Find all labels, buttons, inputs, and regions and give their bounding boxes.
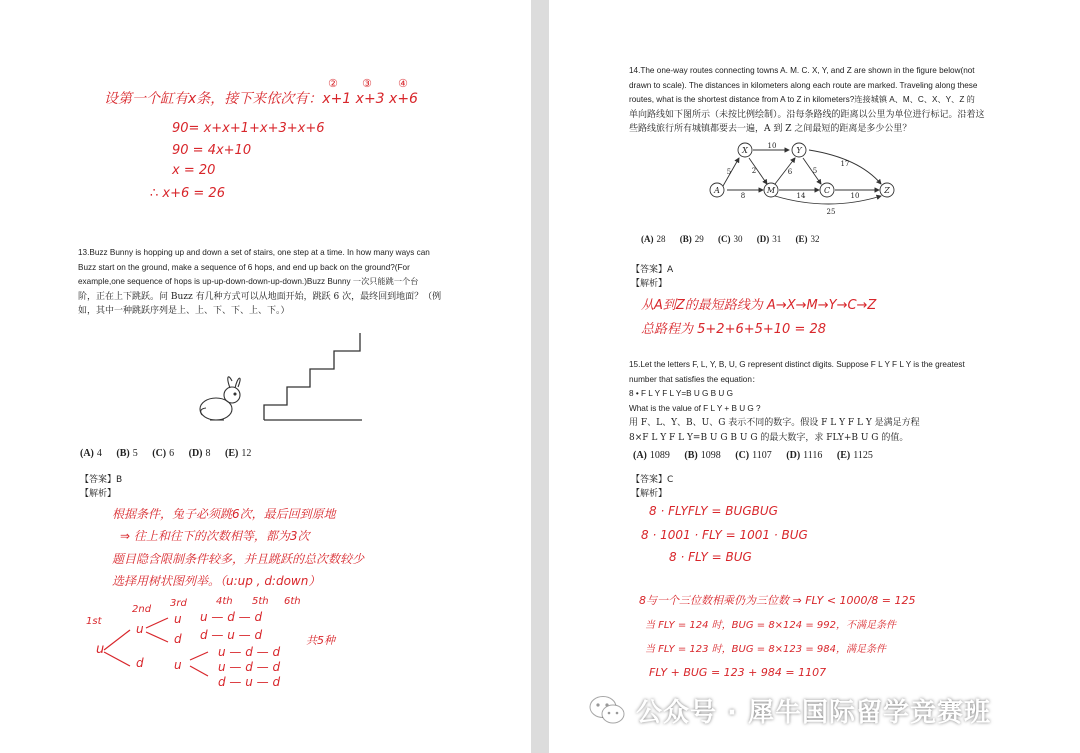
edge-label: 8 xyxy=(740,192,746,200)
q15-work-line: 8 · FLYFLY = BUGBUG xyxy=(649,504,778,518)
q14-line: 些路线旅行所有城镇都要去一遍，A 到 Z 之间最短的距离是多少公里？ xyxy=(629,124,912,134)
tree-row: d — u — d xyxy=(218,675,281,689)
edge-label: 25 xyxy=(826,208,836,216)
q14-line: drawn to scale). The distances in kilometers along each route are marked. Traveling along these xyxy=(629,80,978,90)
choice-e[interactable]: (E) 32 xyxy=(795,234,820,244)
edge-label: 6 xyxy=(787,168,793,176)
tree-node: d xyxy=(136,656,144,670)
q13-line: Buzz start on the ground, make a sequence of 6 hops, and end up back on the ground?(For xyxy=(78,262,410,272)
q15-work-line: 8 · 1001 · FLY = 1001 · BUG xyxy=(641,528,808,542)
circled-4: ④ xyxy=(398,77,408,90)
tree-row: d — u — d xyxy=(200,628,263,642)
wechat-icon xyxy=(588,694,626,726)
bunny-icon xyxy=(200,377,240,420)
tree-row: u — d — d xyxy=(218,660,281,674)
top-work-line4: x = 20 xyxy=(172,163,216,178)
q14-text xyxy=(629,64,1009,137)
tree-level-3rd: 3rd xyxy=(170,598,187,609)
q13-work-line: 根据条件，兔子必须跳6次，最后回到原地 xyxy=(112,507,336,521)
tree-level-1st: 1st xyxy=(86,616,102,627)
choice-d[interactable]: (D) 1116 xyxy=(786,450,823,461)
right-document-page xyxy=(549,0,1080,753)
q14-analysis-label: 【解析】 xyxy=(631,279,668,289)
q13-line: 如，其中一种跳跃序列是上、上、下、下、上、下。） xyxy=(78,306,290,316)
edge-label: 5 xyxy=(726,168,732,176)
q14-choices xyxy=(641,234,832,244)
q15-answer-label: 【答案】C xyxy=(631,475,674,485)
top-work-line3: 90 = 4x+10 xyxy=(172,143,252,158)
q13-line: 13.Buzz Bunny is hopping up and down a set of stairs, one step at a time. In how many ways can xyxy=(78,248,430,257)
q13-choices xyxy=(80,448,263,459)
q15-work-line: 8与一个三位数相乘仍为三位数 ⇒ FLY < 1000/8 = 125 xyxy=(639,594,916,607)
q14-work-line: 从A到Z的最短路线为 A→X→M→Y→C→Z xyxy=(641,298,877,313)
choice-c[interactable]: (C) 30 xyxy=(718,234,743,244)
q13-answer-label: 【答案】B xyxy=(80,475,123,485)
tree-row: u — d — d xyxy=(218,645,281,659)
tree-branches xyxy=(90,608,210,688)
tree-node: u xyxy=(174,658,182,672)
watermark xyxy=(588,688,1058,732)
choice-b[interactable]: (B) 1098 xyxy=(684,450,721,461)
q14-answer-label: 【答案】A xyxy=(631,265,674,275)
tree-root: u xyxy=(96,642,105,657)
edge-label: 10 xyxy=(850,192,860,200)
circled-2: ② xyxy=(328,77,338,90)
q13-text xyxy=(78,246,458,319)
q15-line: 8×F L Y F L Y=B U G B U G 的最大数字，求 FLY+B U G 的值。 xyxy=(629,432,909,443)
choice-a[interactable]: (A) 1089 xyxy=(633,450,670,461)
circled-3: ③ xyxy=(362,77,372,90)
q14-line: 单向路线如下图所示（未按比例绘制）。沿每条路线的距离以公里为单位进行标记。沿着这 xyxy=(629,109,985,120)
choice-c[interactable]: (C) 1107 xyxy=(735,450,772,461)
q13-analysis-label: 【解析】 xyxy=(80,489,117,499)
left-document-page xyxy=(0,0,531,753)
stairs xyxy=(264,333,360,420)
page-gutter xyxy=(531,0,549,753)
node-label: X xyxy=(742,146,748,155)
node-label: Z xyxy=(884,186,890,195)
choice-e[interactable]: (E) 12 xyxy=(225,448,252,459)
q13-work-line: ⇒ 往上和往下的次数相等，都为3次 xyxy=(120,529,310,543)
edge-label: 14 xyxy=(796,192,806,200)
node-label: A xyxy=(714,186,720,195)
q15-line: 8 • F L Y F L Y=B U G B U G xyxy=(629,389,733,398)
tree-row: u — d — d xyxy=(200,610,263,624)
q15-choices xyxy=(633,450,885,461)
q15-line: number that satisfies the equation： xyxy=(629,374,761,384)
node-label: Y xyxy=(796,146,802,155)
graph-nodes xyxy=(710,143,894,197)
q14-work-line: 总路程为 5+2+6+5+10 = 28 xyxy=(641,322,827,337)
q15-work-line: 当 FLY = 124 时，BUG = 8×124 = 992，不满足条件 xyxy=(645,620,896,631)
tree-node: d xyxy=(174,632,182,646)
q13-line: 阶，正在上下跳跃。问 Buzz 有几种方式可以从地面开始，跳跃 6 次，最终回到地面？（例 xyxy=(78,291,442,302)
q15-line: 15.Let the letters F, L, Y, B, U, G represent distinct digits. Suppose F L Y F L Y is the greatest xyxy=(629,360,965,369)
q14-line: routes, what is the shortest distance from A to Z in kilometers?连接城镇 A、M、C、X、Y、Z 的 xyxy=(629,95,975,104)
choice-d[interactable]: (D) 31 xyxy=(756,234,782,244)
top-work-line2: 90= x+x+1+x+3+x+6 xyxy=(172,121,325,136)
edge-label: 10 xyxy=(767,142,777,150)
tree-level-6th: 6th xyxy=(284,596,301,607)
q15-line: 用 F、L、Y、B、U、G 表示不同的数字。假设 F L Y F L Y 是满足方程 xyxy=(629,418,920,428)
q15-work-line: FLY + BUG = 123 + 984 = 1107 xyxy=(649,666,827,679)
q15-text xyxy=(629,358,1009,445)
bunny-stairs-figure xyxy=(190,325,365,425)
q13-work-line: 选择用树状图列举。（u:up , d:down） xyxy=(112,574,321,588)
tree-total: 共5种 xyxy=(306,634,335,647)
edge-label: 5 xyxy=(812,167,818,175)
q13-line: example,one sequence of hops is up-up-down-down-up-down.)Buzz Bunny 一次只能跳一个台 xyxy=(78,277,419,286)
route-graph xyxy=(699,140,909,220)
q14-line: 14.The one-way routes connecting towns A. M. C. X, Y, and Z are shown in the figure below(not xyxy=(629,66,975,75)
node-label: C xyxy=(823,186,831,195)
edge-label: 2 xyxy=(751,167,757,175)
tree-node: u xyxy=(136,622,144,636)
tree-level-4th: 4th xyxy=(216,596,233,607)
tree-level-2nd: 2nd xyxy=(132,604,152,615)
node-label: M xyxy=(766,186,776,195)
q13-work-line: 题目隐含限制条件较多，并且跳跃的总次数较少 xyxy=(112,552,365,566)
top-work-line1: 设第一个缸有x条，接下来依次有：x+1 x+3 x+6 xyxy=(104,91,418,107)
choice-b[interactable]: (B) 5 xyxy=(116,448,138,459)
choice-a[interactable]: (A) 4 xyxy=(80,448,102,459)
choice-a[interactable]: (A) 28 xyxy=(641,234,666,244)
q15-analysis-label: 【解析】 xyxy=(631,489,668,499)
choice-b[interactable]: (B) 29 xyxy=(679,234,704,244)
choice-d[interactable]: (D) 8 xyxy=(188,448,211,459)
tree-node: u xyxy=(174,612,182,626)
q15-line: What is the value of F L Y + B U G ? xyxy=(629,403,761,413)
q15-work-line: 8 · FLY = BUG xyxy=(669,550,752,564)
edge-label: 17 xyxy=(840,160,850,168)
choice-e[interactable]: (E) 1125 xyxy=(836,450,873,461)
choice-c[interactable]: (C) 6 xyxy=(152,448,175,459)
tree-level-5th: 5th xyxy=(252,596,269,607)
q15-work-line: 当 FLY = 123 时，BUG = 8×123 = 984，满足条件 xyxy=(645,644,886,655)
top-work-line5: ∴ x+6 = 26 xyxy=(150,186,225,201)
watermark-text: 公众号 · 犀牛国际留学竞赛班 xyxy=(636,697,991,728)
